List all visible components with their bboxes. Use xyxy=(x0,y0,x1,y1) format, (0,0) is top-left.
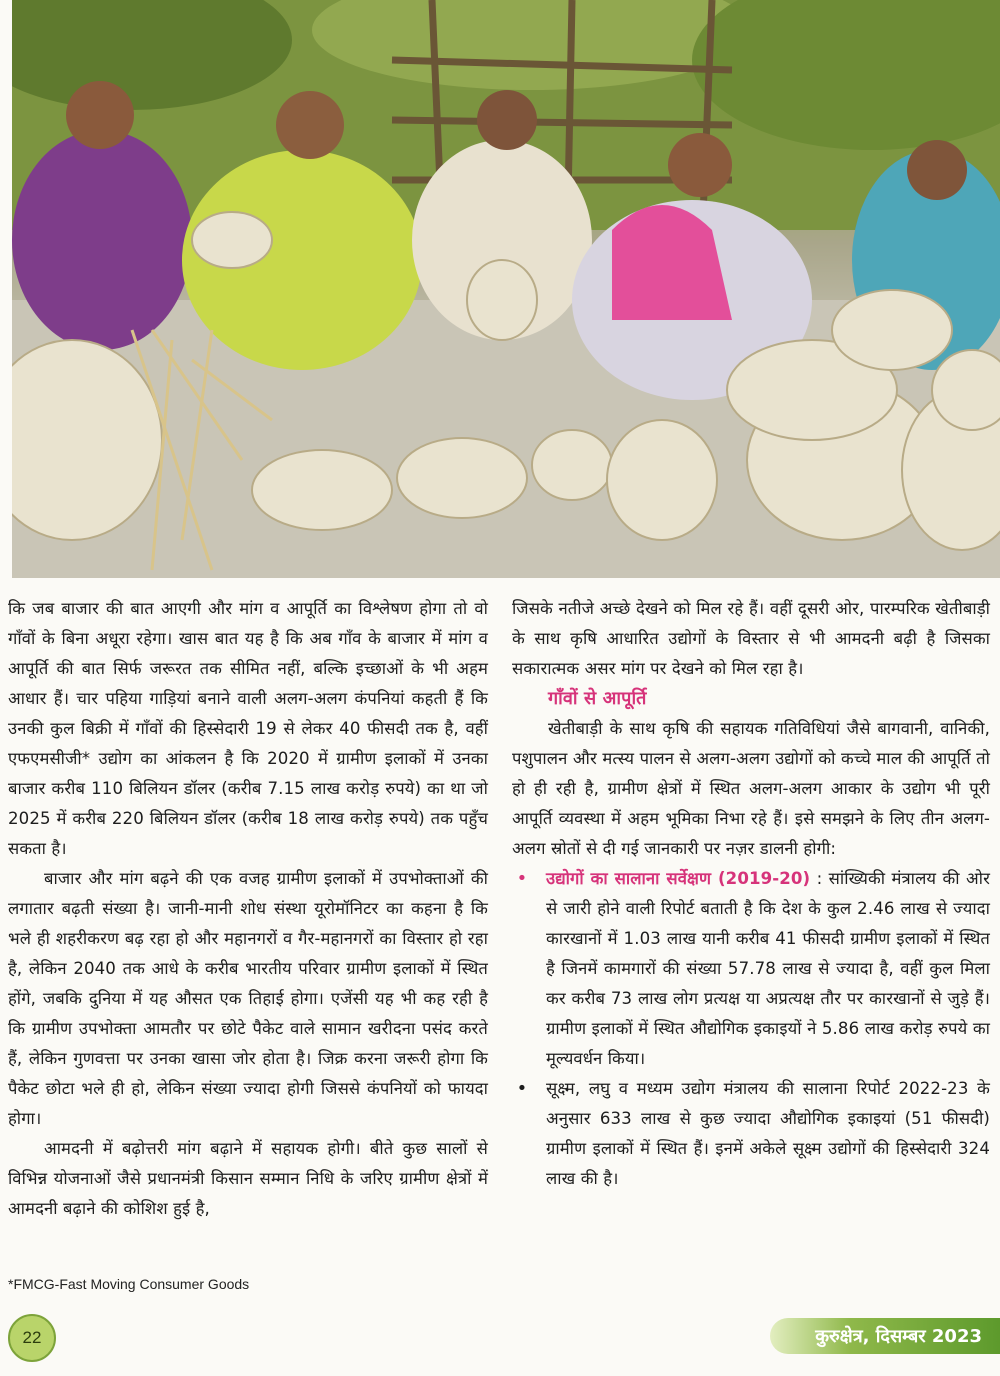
left-paragraph-3: आमदनी में बढ़ोत्तरी मांग बढ़ाने में सहायक होगी। बीते कुछ सालों से विभिन्न योजनाओं जैसे प्रधानमंत्री किसान सम्मान निधि के जरिए ग्रामीण क्षेत्रों में आमदनी बढ़ाने की कोशिश हुई है, xyxy=(8,1139,488,1218)
left-paragraph-2: बाजार और मांग बढ़ने की एक वजह ग्रामीण इलाकों में उपभोक्ताओं की लगातार बढ़ती संख्या है। जानी-मानी शोध संस्था यूरोमॉनिटर का कहना है कि भले ही शहरीकरण बढ़ रहा हो और महानगरों व गैर-महानगरों का विस्तार हो रहा है, लेकिन 2040 तक आधे के करीब भारतीय परिवार ग्रामीण इलाकों में स्थित होंगे, जबकि दुनिया में यह औसत एक तिहाई होगा। एजेंसी यह भी कह रही है कि ग्रामीण उपभोक्ता आमतौर पर छोटे पैकेट वाले सामान खरीदना पसंद करते हैं, लेकिन गुणवत्ता पर उनका खासा जोर होता है। जिक्र करना जरूरी होगा कि पैकेट छोटा भले ही हो, लेकिन संख्या ज्यादा होगी जिससे कंपनियों को फायदा होगा। xyxy=(8,869,488,1128)
left-column xyxy=(8,594,488,1224)
right-intro: जिसके नतीजे अच्छे देखने को मिल रहे हैं। वहीं दूसरी ओर, पारम्परिक खेतीबाड़ी के साथ कृषि आधारित उद्योगों के विस्तार से भी आमदनी बढ़ी है जिसका सकारात्मक असर मांग पर देखने को मिल रहा है। xyxy=(512,599,990,678)
bullet-item-msme xyxy=(512,1074,990,1194)
left-paragraph-1: कि जब बाजार की बात आएगी और मांग व आपूर्ति का विश्लेषण होगा तो वो गाँवों के बिना अधूरा रहेगा। खास बात यह है कि अब गाँव के बाजार में मांग व आपूर्ति की बात सिर्फ जरूरत तक सीमित नहीं, बल्कि इच्छाओं के भी अहम आधार हैं। चार पहिया गाड़ियां बनाने वाली अलग-अलग कंपनियां कहती हैं कि उनकी कुल बिक्री में गाँवों की हिस्सेदारी 19 से लेकर 40 फीसदी तक है, वहीं एफएमसीजी* उद्योग का आंकलन है कि 2020 में ग्रामीण इलाकों में उनका बाजार करीब 110 बिलियन डॉलर (करीब 7.15 लाख करोड़ रुपये) का था जो 2025 में करीब 220 बिलियन डॉलर (करीब 18 लाख करोड़ रुपये) तक पहुँच सकता है। xyxy=(8,599,488,858)
bullet-icon: • xyxy=(516,868,528,889)
bullet-separator: : xyxy=(810,869,829,888)
right-column xyxy=(512,594,990,1194)
section-heading: गाँवों से आपूर्ति xyxy=(548,688,647,709)
magazine-title: कुरुक्षेत्र, दिसम्बर 2023 xyxy=(815,1326,982,1347)
photo-women-weaving-baskets xyxy=(12,0,1000,578)
bullet-item-survey xyxy=(512,864,990,1074)
bullet-text: सांख्यिकी मंत्रालय की ओर से जारी होने वाली रिपोर्ट बताती है कि देश के कुल 2.46 लाख से ज्यादा कारखानों में 1.03 लाख यानी करीब 41 फीसदी ग्रामीण इलाकों में स्थित है जिनमें कामगारों की संख्या 57.78 लाख से ज्यादा है, वहीं कुल मिला कर करीब 73 लाख लोग प्रत्यक्ष या अप्रत्यक्ष तौर पर कारखानों से जुड़े हैं। ग्रामीण इलाकों में स्थित औद्योगिक इकाइयों ने 5.86 लाख करोड़ रुपये का मूल्यवर्धन किया। xyxy=(546,869,990,1068)
footer-magazine-bar xyxy=(770,1318,1000,1354)
right-paragraph: खेतीबाड़ी के साथ कृषि की सहायक गतिविधियां जैसे बागवानी, वानिकी, पशुपालन और मत्स्य पालन से अलग-अलग उद्योगों को कच्चे माल की आपूर्ति तो हो ही रही है, ग्रामीण क्षेत्रों में स्थित अलग-अलग आकार के उद्योग भी पूरी आपूर्ति व्यवस्था में अहम भूमिका निभा रहे हैं। इसे समझने के लिए तीन अलग-अलग स्रोतों से दी गई जानकारी पर नज़र डालनी होगी: xyxy=(512,719,990,858)
bullet-title: उद्योगों का सालाना सर्वेक्षण (2019-20) xyxy=(546,869,811,888)
bullet-icon: • xyxy=(516,1078,528,1099)
footnote: *FMCG-Fast Moving Consumer Goods xyxy=(8,1276,250,1292)
bullet-text: सूक्ष्म, लघु व मध्यम उद्योग मंत्रालय की सालाना रिपोर्ट 2022-23 के अनुसार 633 लाख से कुछ ज्यादा औद्योगिक इकाइयां (51 फीसदी) ग्रामीण इलाकों में स्थित हैं। इनमें अकेले सूक्ष्म उद्योगों की हिस्सेदारी 324 लाख की है। xyxy=(546,1079,990,1188)
page-number: 22 xyxy=(8,1314,56,1362)
